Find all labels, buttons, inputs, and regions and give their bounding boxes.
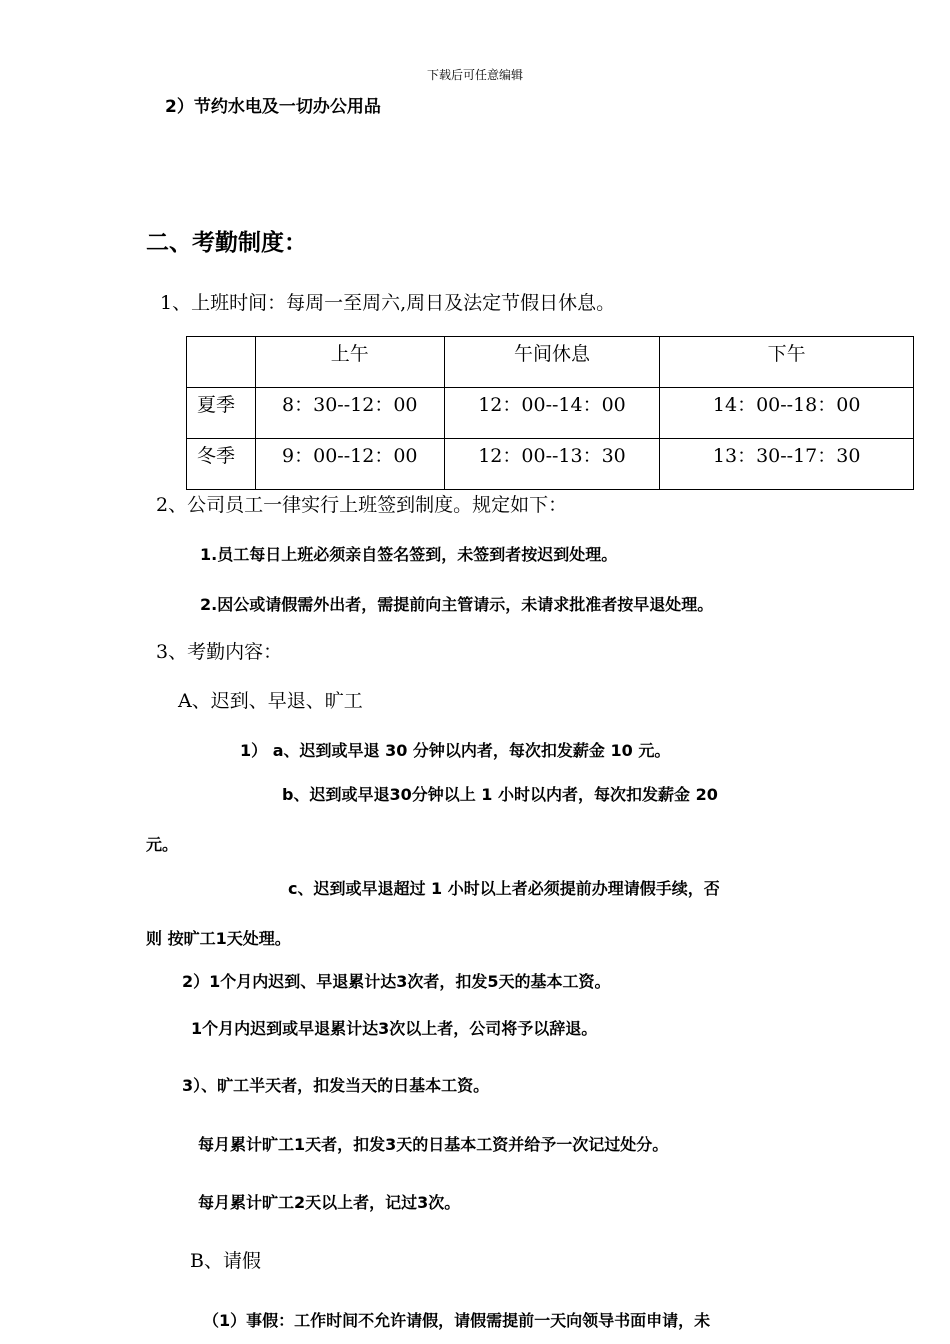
table-row — [187, 388, 914, 439]
table-cell: 13：30--17：30 — [660, 439, 914, 490]
season-summer: 夏季 — [187, 388, 256, 439]
table-row — [187, 439, 914, 490]
schedule-table — [186, 336, 914, 490]
table-cell: 12：00--13：30 — [444, 439, 660, 490]
item-save-resources: 2）节约水电及一切办公用品 — [165, 97, 381, 117]
subsection-b: B、请假 — [190, 1250, 261, 1272]
table-corner-cell — [187, 337, 256, 388]
work-hours-line: 1、上班时间：每周一至周六,周日及法定节假日休息。 — [160, 292, 616, 314]
table-cell: 8：30--12：00 — [255, 388, 444, 439]
column-header-afternoon: 下午 — [660, 337, 914, 388]
rule-3-absent-one: 每月累计旷工1天者，扣发3天的日基本工资并给予一次记过处分。 — [198, 1135, 669, 1154]
rule-3-absent-two: 每月累计旷工2天以上者，记过3次。 — [198, 1193, 461, 1212]
rule-a-late: 1） a、迟到或早退 30 分钟以内者，每次扣发薪金 10 元。 — [240, 741, 671, 760]
subsection-a: A、迟到、早退、旷工 — [178, 690, 363, 712]
column-header-morning: 上午 — [255, 337, 444, 388]
rule-3-absent-half: 3）、旷工半天者，扣发当天的日基本工资。 — [182, 1076, 490, 1095]
leave-rule-personal: （1）事假：工作时间不允许请假，请假需提前一天向领导书面申请，未 — [203, 1311, 711, 1330]
rule-2-cumulative: 2）1个月内迟到、早退累计达3次者，扣发5天的基本工资。 — [182, 972, 611, 991]
column-header-noon-break: 午间休息 — [444, 337, 660, 388]
rule-b-late: b、迟到或早退30分钟以上 1 小时以内者，每次扣发薪金 20 — [282, 785, 718, 804]
section-title: 二、考勤制度： — [146, 230, 307, 256]
signin-rule-2: 2.因公或请假需外出者，需提前向主管请示，未请求批准者按早退处理。 — [200, 595, 714, 614]
attendance-content-heading: 3、考勤内容： — [156, 641, 283, 663]
rule-2-dismissal: 1个月内迟到或早退累计达3次以上者，公司将予以辞退。 — [191, 1019, 598, 1038]
rule-b-late-cont: 元。 — [146, 835, 179, 854]
season-winter: 冬季 — [187, 439, 256, 490]
signin-rule-heading: 2、公司员工一律实行上班签到制度。规定如下： — [156, 494, 568, 516]
rule-c-late-cont: 则 按旷工1天处理。 — [146, 929, 291, 948]
table-cell: 12：00--14：00 — [444, 388, 660, 439]
signin-rule-1: 1.员工每日上班必须亲自签名签到，未签到者按迟到处理。 — [200, 545, 618, 564]
table-header-row — [187, 337, 914, 388]
table-cell: 9：00--12：00 — [255, 439, 444, 490]
rule-c-late: c、迟到或早退超过 1 小时以上者必须提前办理请假手续，否 — [288, 879, 720, 898]
header-note: 下载后可任意编辑 — [426, 68, 523, 82]
table-cell: 14：00--18：00 — [660, 388, 914, 439]
